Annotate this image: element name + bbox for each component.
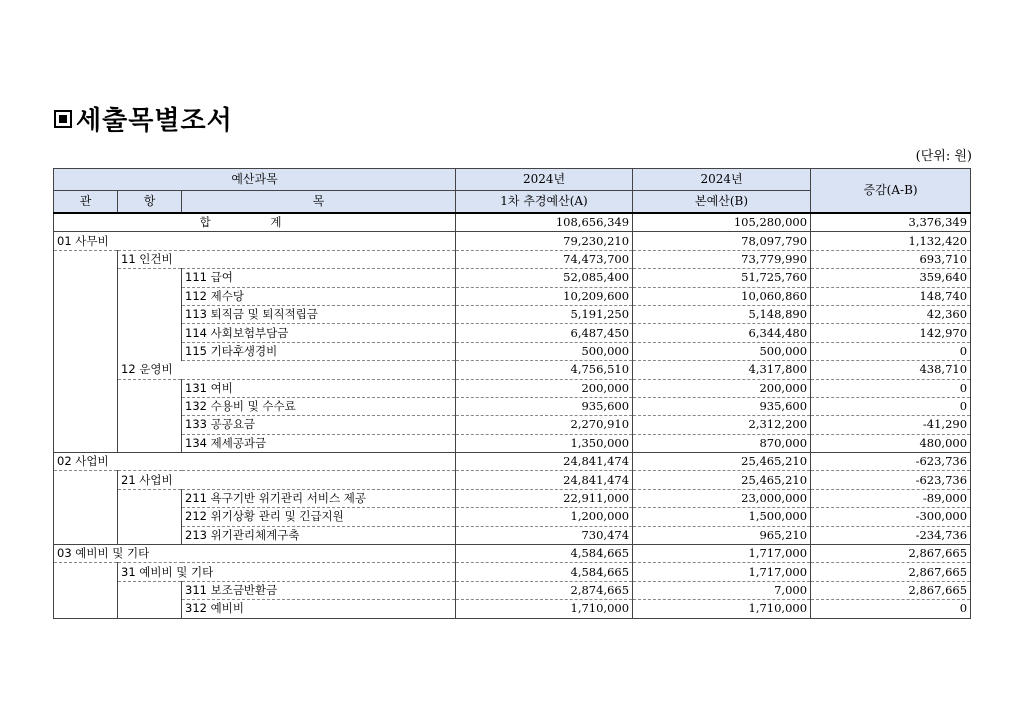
unit-label: (단위: 원)	[915, 149, 972, 164]
mok-label: 213 위기관리체계구축	[182, 526, 456, 544]
gwan-spacer	[54, 526, 118, 544]
hang-spacer	[118, 305, 182, 323]
amount-a: 4,584,665	[456, 545, 633, 563]
gwan-spacer	[54, 581, 118, 599]
amount-a: 10,209,600	[456, 287, 633, 305]
amount-diff: 0	[811, 397, 971, 415]
hang-label: 12 운영비	[118, 361, 456, 379]
amount-b: 500,000	[633, 342, 811, 360]
gwan-spacer	[54, 269, 118, 287]
gwan-spacer	[54, 416, 118, 434]
mok-label: 312 예비비	[182, 600, 456, 618]
amount-b: 1,717,000	[633, 563, 811, 581]
gwan-spacer	[54, 508, 118, 526]
mok-label: 211 욕구기반 위기관리 서비스 제공	[182, 489, 456, 507]
header-hang: 항	[118, 191, 182, 214]
hang-row	[54, 250, 971, 268]
mok-row	[54, 508, 971, 526]
page-title-text: 세출목별조서	[76, 106, 233, 136]
mok-row	[54, 379, 971, 397]
header-col-b-name: 본예산(B)	[633, 191, 811, 214]
total-a: 108,656,349	[456, 213, 633, 232]
amount-diff: 0	[811, 342, 971, 360]
amount-a: 6,487,450	[456, 324, 633, 342]
amount-b: 965,210	[633, 526, 811, 544]
amount-a: 1,200,000	[456, 508, 633, 526]
amount-b: 25,465,210	[633, 471, 811, 489]
amount-a: 74,473,700	[456, 250, 633, 268]
mok-row	[54, 434, 971, 452]
hang-spacer	[118, 379, 182, 397]
amount-diff: 359,640	[811, 269, 971, 287]
header-col-b-year: 2024년	[633, 169, 811, 191]
gwan-spacer	[54, 250, 118, 268]
budget-table	[53, 168, 971, 619]
amount-diff: 1,132,420	[811, 232, 971, 250]
gwan-spacer	[54, 434, 118, 452]
mok-row	[54, 489, 971, 507]
mok-label: 112 제수당	[182, 287, 456, 305]
mok-row	[54, 342, 971, 360]
amount-b: 1,500,000	[633, 508, 811, 526]
page-title	[54, 100, 233, 137]
gwan-spacer	[54, 324, 118, 342]
amount-diff: 2,867,665	[811, 581, 971, 599]
gwan-spacer	[54, 305, 118, 323]
mok-row	[54, 397, 971, 415]
mok-label: 132 수용비 및 수수료	[182, 397, 456, 415]
amount-a: 730,474	[456, 526, 633, 544]
mok-row	[54, 269, 971, 287]
amount-b: 200,000	[633, 379, 811, 397]
amount-diff: -89,000	[811, 489, 971, 507]
amount-a: 500,000	[456, 342, 633, 360]
amount-diff: 2,867,665	[811, 545, 971, 563]
mok-label: 114 사회보험부담금	[182, 324, 456, 342]
gwan-spacer	[54, 600, 118, 618]
gwan-row	[54, 232, 971, 250]
amount-a: 79,230,210	[456, 232, 633, 250]
gwan-spacer	[54, 471, 118, 489]
hang-spacer	[118, 397, 182, 415]
mok-label: 111 급여	[182, 269, 456, 287]
mok-label: 212 위기상황 관리 및 긴급지원	[182, 508, 456, 526]
header-col-a-name: 1차 추경예산(A)	[456, 191, 633, 214]
header-budget-item: 예산과목	[54, 169, 456, 191]
amount-b: 1,710,000	[633, 600, 811, 618]
gwan-label: 01 사무비	[54, 232, 456, 250]
amount-b: 73,779,990	[633, 250, 811, 268]
mok-row	[54, 305, 971, 323]
hang-spacer	[118, 600, 182, 618]
amount-a: 1,710,000	[456, 600, 633, 618]
amount-b: 78,097,790	[633, 232, 811, 250]
amount-diff: -234,736	[811, 526, 971, 544]
mok-label: 115 기타후생경비	[182, 342, 456, 360]
amount-a: 22,911,000	[456, 489, 633, 507]
amount-b: 25,465,210	[633, 453, 811, 471]
gwan-row	[54, 545, 971, 563]
gwan-label: 03 예비비 및 기타	[54, 545, 456, 563]
mok-row	[54, 287, 971, 305]
gwan-spacer	[54, 489, 118, 507]
mok-label: 131 여비	[182, 379, 456, 397]
amount-b: 2,312,200	[633, 416, 811, 434]
amount-a: 200,000	[456, 379, 633, 397]
amount-b: 4,317,800	[633, 361, 811, 379]
gwan-spacer	[54, 287, 118, 305]
amount-diff: 0	[811, 600, 971, 618]
mok-label: 133 공공요금	[182, 416, 456, 434]
amount-b: 870,000	[633, 434, 811, 452]
hang-spacer	[118, 269, 182, 287]
total-diff: 3,376,349	[811, 213, 971, 232]
amount-diff: 693,710	[811, 250, 971, 268]
mok-label: 311 보조금반환금	[182, 581, 456, 599]
amount-a: 2,874,665	[456, 581, 633, 599]
amount-diff: -300,000	[811, 508, 971, 526]
hang-spacer	[118, 526, 182, 544]
amount-a: 52,085,400	[456, 269, 633, 287]
mok-label: 134 제세공과금	[182, 434, 456, 452]
mok-row	[54, 416, 971, 434]
mok-row	[54, 600, 971, 618]
total-label: 합 계	[54, 213, 456, 232]
amount-b: 7,000	[633, 581, 811, 599]
amount-a: 4,756,510	[456, 361, 633, 379]
hang-spacer	[118, 489, 182, 507]
hang-label: 11 인건비	[118, 250, 456, 268]
amount-diff: 480,000	[811, 434, 971, 452]
amount-diff: 148,740	[811, 287, 971, 305]
hang-spacer	[118, 342, 182, 360]
gwan-spacer	[54, 379, 118, 397]
total-row	[54, 213, 971, 232]
gwan-spacer	[54, 397, 118, 415]
hang-spacer	[118, 508, 182, 526]
header-mok: 목	[182, 191, 456, 214]
amount-a: 935,600	[456, 397, 633, 415]
mok-row	[54, 526, 971, 544]
hang-label: 21 사업비	[118, 471, 456, 489]
hang-spacer	[118, 287, 182, 305]
black-square-icon	[54, 110, 72, 128]
amount-diff: -41,290	[811, 416, 971, 434]
total-b: 105,280,000	[633, 213, 811, 232]
hang-spacer	[118, 434, 182, 452]
amount-diff: -623,736	[811, 453, 971, 471]
hang-spacer	[118, 324, 182, 342]
hang-row	[54, 471, 971, 489]
amount-diff: 42,360	[811, 305, 971, 323]
hang-row	[54, 563, 971, 581]
mok-row	[54, 581, 971, 599]
gwan-spacer	[54, 563, 118, 581]
amount-b: 10,060,860	[633, 287, 811, 305]
amount-b: 6,344,480	[633, 324, 811, 342]
table-body	[54, 213, 971, 618]
amount-a: 24,841,474	[456, 453, 633, 471]
amount-a: 4,584,665	[456, 563, 633, 581]
header-gwan: 관	[54, 191, 118, 214]
gwan-spacer	[54, 342, 118, 360]
amount-a: 24,841,474	[456, 471, 633, 489]
hang-spacer	[118, 581, 182, 599]
amount-a: 2,270,910	[456, 416, 633, 434]
hang-row	[54, 361, 971, 379]
mok-label: 113 퇴직금 및 퇴직적립금	[182, 305, 456, 323]
hang-label: 31 예비비 및 기타	[118, 563, 456, 581]
amount-diff: 0	[811, 379, 971, 397]
amount-a: 5,191,250	[456, 305, 633, 323]
amount-diff: -623,736	[811, 471, 971, 489]
mok-row	[54, 324, 971, 342]
amount-diff: 142,970	[811, 324, 971, 342]
hang-spacer	[118, 416, 182, 434]
amount-b: 51,725,760	[633, 269, 811, 287]
amount-b: 1,717,000	[633, 545, 811, 563]
amount-b: 5,148,890	[633, 305, 811, 323]
amount-diff: 2,867,665	[811, 563, 971, 581]
gwan-row	[54, 453, 971, 471]
header-diff: 증감(A-B)	[811, 169, 971, 214]
amount-diff: 438,710	[811, 361, 971, 379]
gwan-spacer	[54, 361, 118, 379]
amount-a: 1,350,000	[456, 434, 633, 452]
amount-b: 23,000,000	[633, 489, 811, 507]
amount-b: 935,600	[633, 397, 811, 415]
gwan-label: 02 사업비	[54, 453, 456, 471]
header-col-a-year: 2024년	[456, 169, 633, 191]
